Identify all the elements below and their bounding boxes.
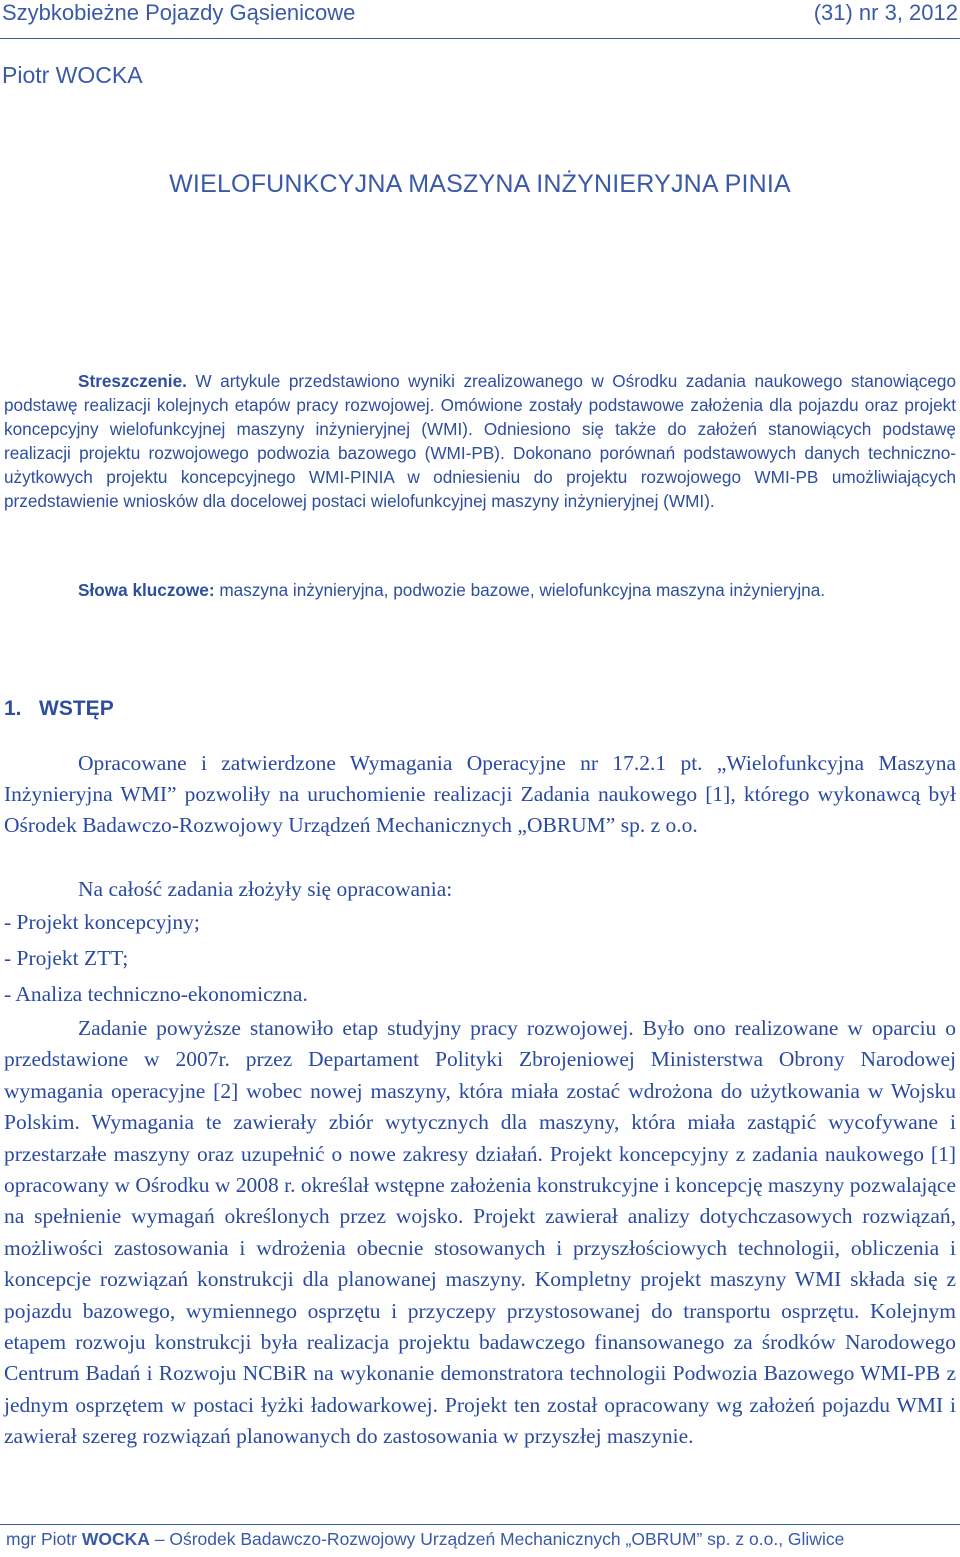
footer-author-surname: WOCKA <box>81 1529 150 1549</box>
keywords-text: maszyna inżynieryjna, podwozie bazowe, wielofunkcyjna maszyna inżynieryjna. <box>214 580 826 600</box>
footer-affiliation: – Ośrodek Badawczo-Rozwojowy Urządzeń Mechanicznych „OBRUM” sp. z o.o., Gliwice <box>149 1529 845 1549</box>
paragraph-1: Opracowane i zatwierdzone Wymagania Operacyjne nr 17.2.1 pt. „Wielofunkcyjna Maszyna Inżynieryjna WMI” pozwoliły na uruchomienie realizacji Zadania naukowego [1], którego wykonawcą był Ośrodek Badawczo-Rozwojowy Urządzeń Mechanicznych „OBRUM” sp. z o.o. <box>4 751 956 837</box>
abstract-text: W artykule przedstawiono wyniki zrealizowanego w Ośrodku zadania naukowego stanowiącego podstawę realizacji kolejnych etapów pracy rozwojowej. Omówione zostały podstawowe założenia dla pojazdu oraz projekt koncepcyjny wielofunkcyjnej maszyny inżynieryjnej (WMI). Odniesiono się także do założeń stanowiących podstawę realizacji projektu rozwojowego podwozia bazowego (WMI-PB). Dokonano porównań podstawowych danych techniczno-użytkowych projektu koncepcyjnego WMI-PINIA w odniesieniu do projektu rozwojowego WMI-PB umożliwiających przedstawienie wniosków dla docelowej postaci wielofunkcyjnej maszyny inżynieryjnej (WMI). <box>4 371 956 512</box>
running-header <box>0 0 960 36</box>
footer-prefix: mgr Piotr <box>6 1529 82 1549</box>
footer <box>6 1529 956 1550</box>
header-divider <box>0 38 960 39</box>
section-number: 1. <box>4 697 22 720</box>
author-name: Piotr WOCKA <box>2 62 143 88</box>
paragraph-3: Zadanie powyższe stanowiło etap studyjny pracy rozwojowej. Było ono realizowane w oparciu o przedstawione w 2007r. przez Departament Polityki Zbrojeniowej Ministerstwa Obrony Narodowej wymagania operacyjne [2] wobec nowej maszyny, która miała zostać wdrożona do użytkowania w Wojsku Polskim. Wymagania te zawierały zbiór wytycznych dla maszyny, która miała zastąpić wycofywane i przestarzałe maszyny oraz uzupełnić o nowe zakresy działań. Projekt koncepcyjny z zadania naukowego [1] opracowany w Ośrodku w 2008 r. określał wstępne założenia konstrukcyjne i koncepcję maszyny pozwalające na spełnienie wymagań określonych przez wojsko. Projekt zawierał analizy dotychczasowych rozwiązań, możliwości zastosowania i wdrożenia obecnie stosowanych i przyszłościowych technologii, obliczenia i koncepcje rozwiązań konstrukcji dla planowanej maszyny. Kompletny projekt maszyny WMI składa się z pojazdu bazowego, wymiennego osprzętu i przyczepy przystosowanej do transportu osprzętu. Kolejnym etapem rozwoju konstrukcji była realizacja projektu badawczego finansowanego za środków Narodowego Centrum Badań i Rozwoju NCBiR na wykonanie demonstratora technologii Podwozia Bazowego WMI-PB z jednym osprzętem w postaci łyżki ładowarkowej. Projekt ten został opracowany wg założeń pojazdu WMI i zawierał szereg rozwiązań planowanych do zastosowania w przyszłej maszynie. <box>4 1016 956 1449</box>
list-item: - Projekt koncepcyjny; <box>4 910 200 934</box>
journal-name: Szybkobieżne Pojazdy Gąsienicowe <box>2 0 356 25</box>
paragraph-2: Na całość zadania złożyły się opracowania: <box>78 877 453 901</box>
list-item: - Analiza techniczno-ekonomiczna. <box>4 982 308 1006</box>
keywords-label: Słowa kluczowe: <box>78 580 215 600</box>
section-title: WSTĘP <box>39 697 114 720</box>
abstract-label: Streszczenie. <box>78 371 187 391</box>
footer-divider <box>0 1524 960 1525</box>
deliverables-list <box>4 907 308 1015</box>
keywords <box>78 578 956 602</box>
list-item: - Projekt ZTT; <box>4 946 129 970</box>
paper-title: WIELOFUNKCYJNA MASZYNA INŻYNIERYJNA PINIA <box>169 170 791 198</box>
abstract <box>4 369 956 514</box>
issue-number: (31) nr 3, 2012 <box>813 0 958 25</box>
section-heading <box>4 697 114 721</box>
